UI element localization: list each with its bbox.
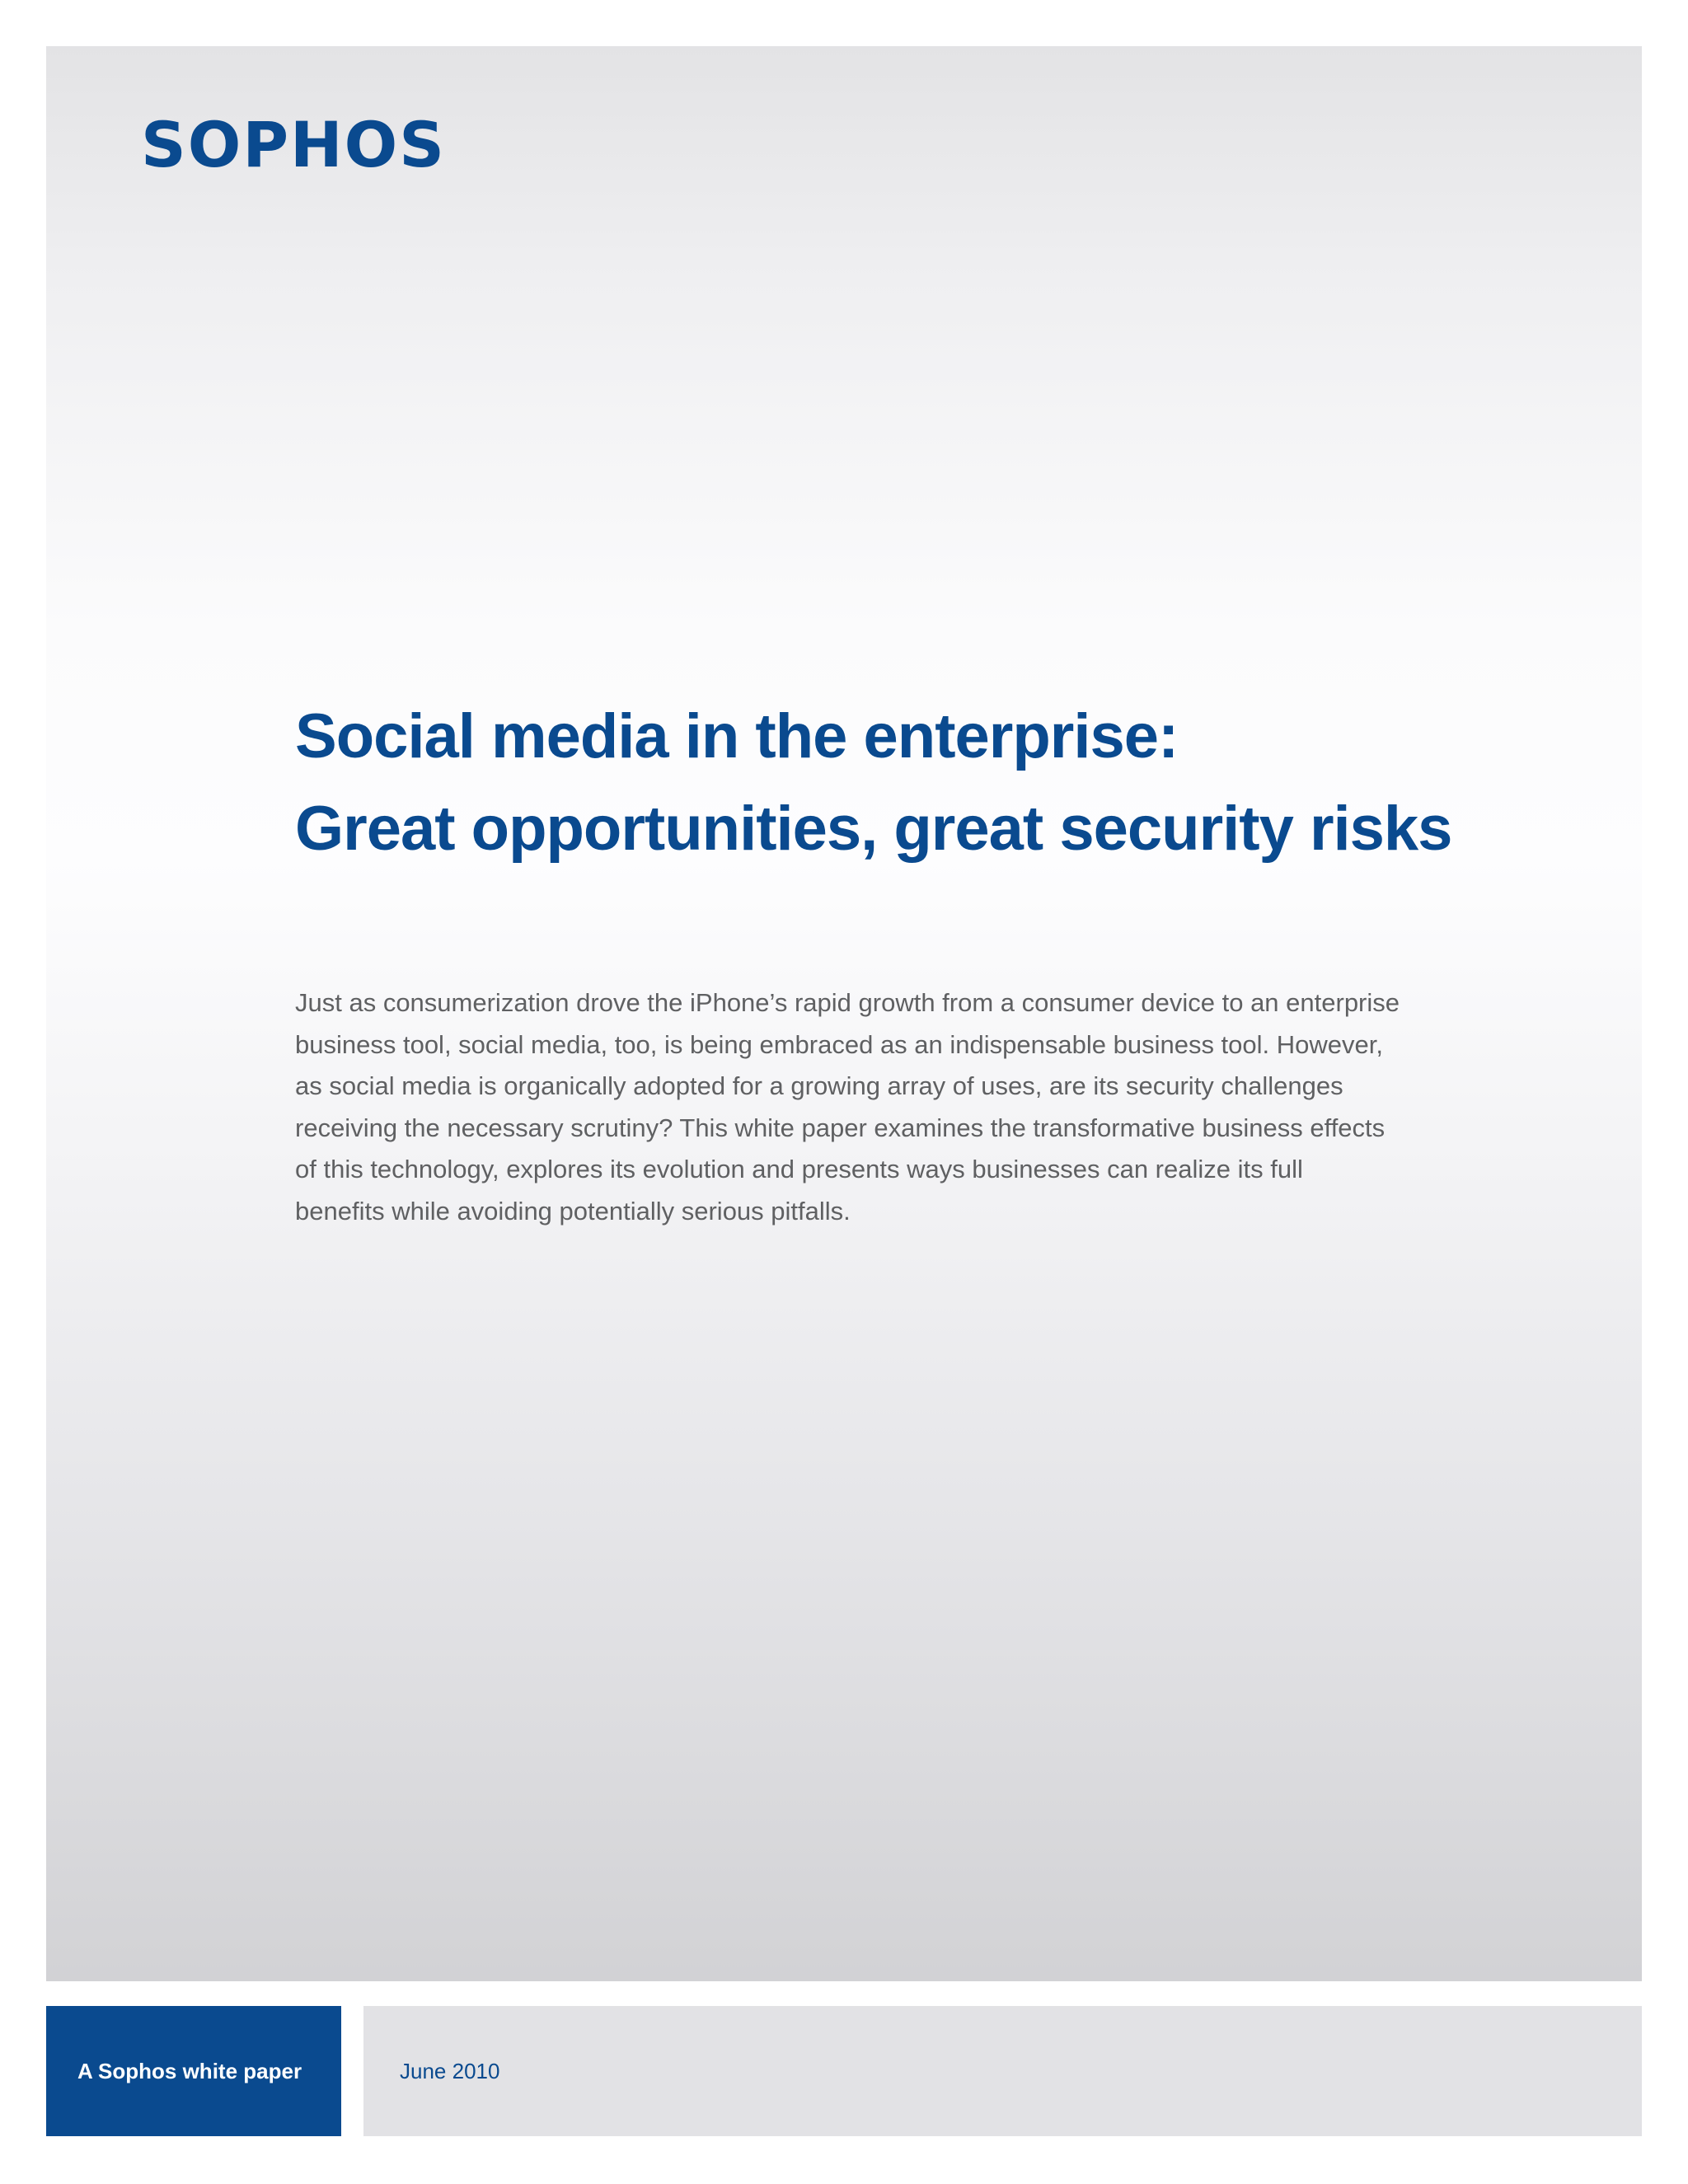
- title-line-2: Great opportunities, great security risks: [295, 794, 1452, 864]
- sophos-logo: SOPHOS: [141, 108, 446, 181]
- title-line-1: Social media in the enterprise:: [295, 701, 1179, 771]
- footer-doc-type-box: [46, 2006, 341, 2136]
- footer-date-box: [363, 2006, 1642, 2136]
- publication-date: June 2010: [400, 2058, 500, 2083]
- abstract-paragraph: Just as consumerization drove the iPhone’s rapid growth from a consumer device to an enterprise business tool, social media, too, is being embraced as an indispensable business tool. However, as social media is organically adopted for a growing array of uses, are its security challenges receiving the necessary scrutiny? This white paper examines the transformative business effects of this technology, explores its evolution and presents ways businesses can realize its full benefits while avoiding potentially serious pitfalls.: [295, 988, 1400, 1226]
- doc-type-label: A Sophos white paper: [77, 2058, 302, 2083]
- page-title: [295, 691, 1531, 875]
